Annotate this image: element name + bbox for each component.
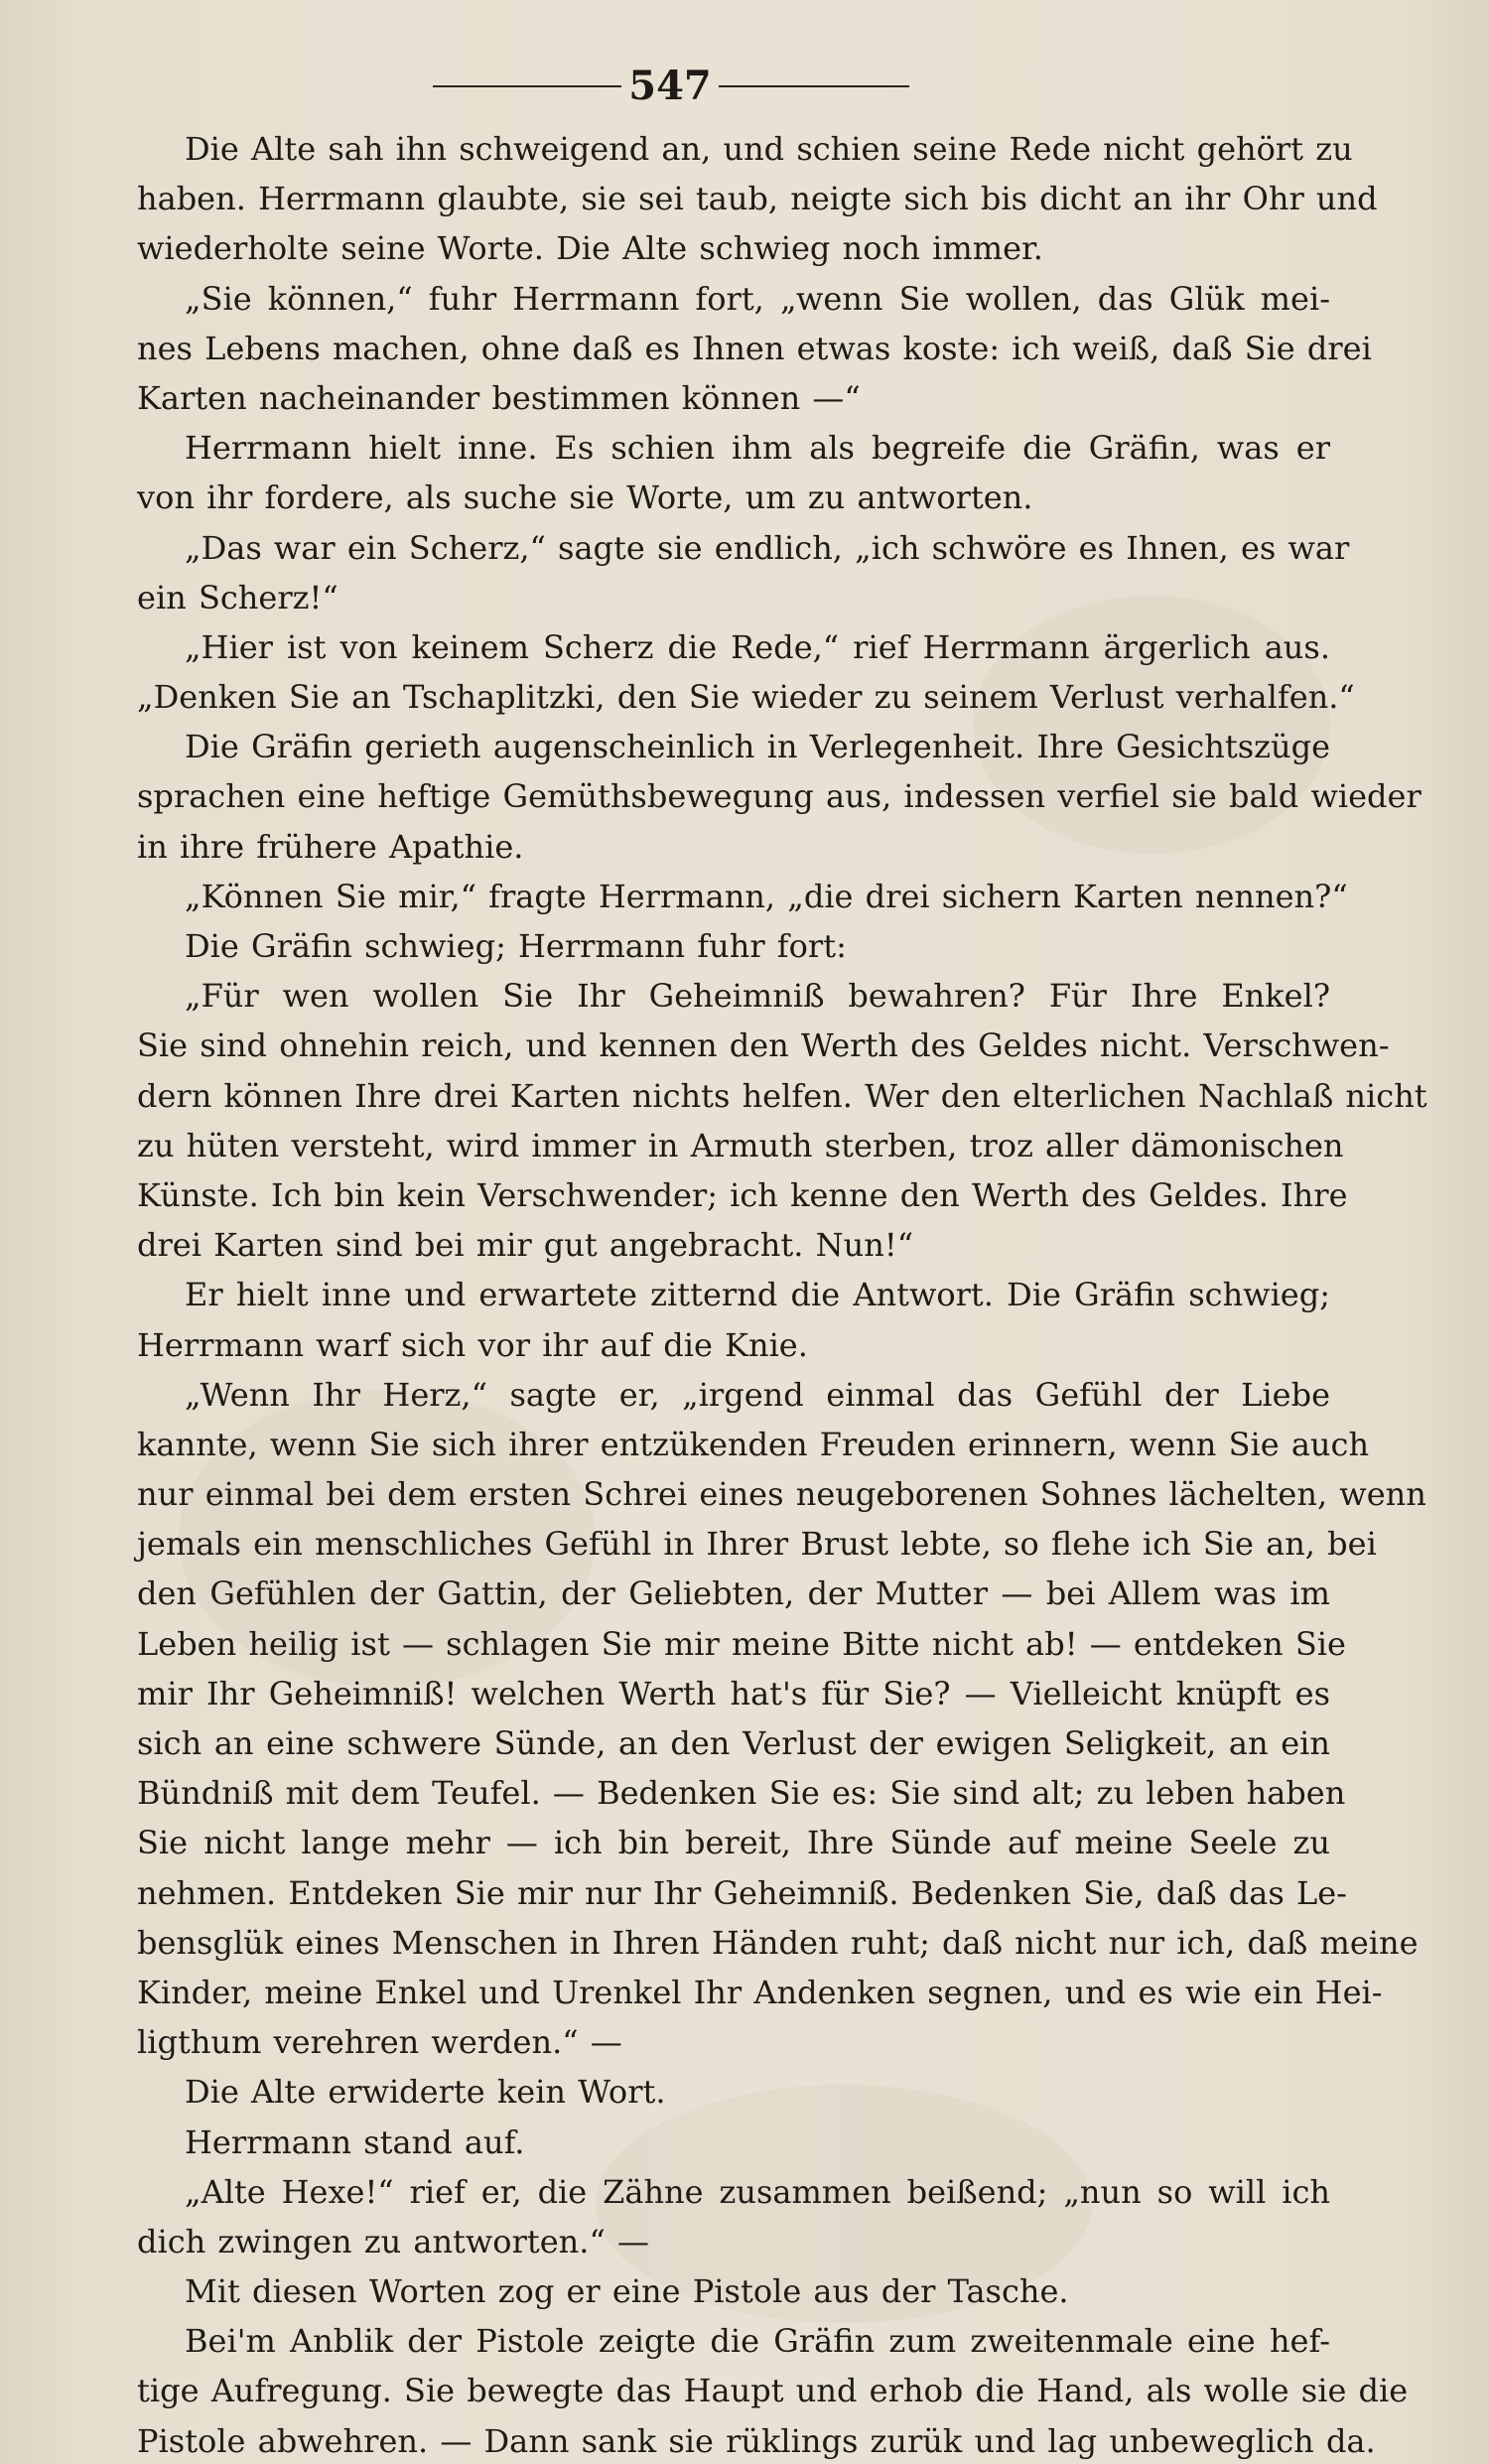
text-line: mir Ihr Geheimniß! welchen Werth hat's für Sie? — Vielleicht knüpft es (137, 1674, 1330, 1712)
text-line: Herrmann hielt inne. Es schien ihm als begreife die Gräfin, was er (185, 429, 1330, 468)
text-line: Die Gräfin schwieg; Herrmann fuhr fort: (185, 927, 847, 965)
text-line: Bündniß mit dem Teufel. — Bedenken Sie es: Sie sind alt; zu leben haben (137, 1774, 1346, 1813)
text-line: haben. Herrmann glaubte, sie sei taub, neigte sich bis dicht an ihr Ohr und (137, 180, 1378, 218)
text-line: dich zwingen zu antworten.“ — (137, 2222, 649, 2260)
text-line: Sie sind ohnehin reich, und kennen den Werth des Geldes nicht. Verschwen- (137, 1027, 1390, 1065)
text-line: nur einmal bei dem ersten Schrei eines neugeborenen Sohnes lächelten, wenn (137, 1475, 1426, 1514)
text-line: Künste. Ich bin kein Verschwender; ich kenne den Werth des Geldes. Ihre (137, 1175, 1348, 1214)
text-line: Karten nacheinander bestimmen können —“ (137, 378, 861, 417)
text-line: Kinder, meine Enkel und Urenkel Ihr Andenken segnen, und es wie ein Hei- (137, 1973, 1383, 2011)
text-line: ein Scherz!“ (137, 578, 338, 616)
text-line: jemals ein menschliches Gefühl in Ihrer Brust lebte, so flehe ich Sie an, bei (137, 1525, 1377, 1564)
text-line: von ihr fordere, als suche sie Worte, um zu antworten. (137, 479, 1033, 517)
page-number: 547 (628, 63, 712, 109)
text-line: „Das war ein Scherz,“ sagte sie endlich, „ich schwöre es Ihnen, es war (185, 528, 1350, 567)
text-line: Herrmann stand auf. (185, 2122, 525, 2161)
text-line: drei Karten sind bei mir gut angebracht. Nun!“ (137, 1226, 914, 1265)
text-line: zu hüten versteht, wird immer in Armuth sterben, troz aller dämonischen (137, 1126, 1344, 1164)
text-line: tige Aufregung. Sie bewegte das Haupt und erhob die Hand, als wolle sie die (137, 2372, 1409, 2410)
text-line: nehmen. Entdeken Sie mir nur Ihr Geheimniß. Bedenken Sie, daß das Le- (137, 1873, 1347, 1912)
header-rule-right (719, 85, 909, 87)
text-line: Leben heilig ist — schlagen Sie mir meine Bitte nicht ab! — entdeken Sie (137, 1624, 1346, 1663)
text-line: Mit diesen Worten zog er eine Pistole aus der Tasche. (185, 2272, 1069, 2311)
text-line: „Alte Hexe!“ rief er, die Zähne zusammen beißend; „nun so will ich (185, 2172, 1330, 2211)
text-line: den Gefühlen der Gattin, der Geliebten, der Mutter — bei Allem was im (137, 1574, 1330, 1613)
text-line: bensglük eines Menschen in Ihren Händen ruht; daß nicht nur ich, daß meine (137, 1923, 1419, 1962)
text-line: „Wenn Ihr Herz,“ sagte er, „irgend einmal das Gefühl der Liebe (185, 1375, 1330, 1414)
text-line: „Können Sie mir,“ fragte Herrmann, „die drei sichern Karten nennen?“ (185, 877, 1348, 915)
text-line: „Denken Sie an Tschaplitzki, den Sie wieder zu seinem Verlust verhalfen.“ (137, 678, 1355, 717)
text-line: Sie nicht lange mehr — ich bin bereit, Ihre Sünde auf meine Seele zu (137, 1824, 1330, 1862)
body-text (137, 124, 1427, 2464)
page-header (0, 62, 1489, 111)
text-line: in ihre frühere Apathie. (137, 827, 524, 866)
text-line: Herrmann warf sich vor ihr auf die Knie. (137, 1325, 808, 1364)
text-line: „Für wen wollen Sie Ihr Geheimniß bewahren? Für Ihre Enkel? (185, 977, 1330, 1016)
text-line: sprachen eine heftige Gemüthsbewegung aus, indessen verfiel sie bald wieder (137, 777, 1421, 816)
text-line: ligthum verehren werden.“ — (137, 2023, 622, 2062)
text-line: nes Lebens machen, ohne daß es Ihnen etwas koste: ich weiß, daß Sie drei (137, 329, 1372, 367)
text-line: „Hier ist von keinem Scherz die Rede,“ rief Herrmann ärgerlich aus. (185, 627, 1330, 666)
text-line: Die Gräfin gerieth augenscheinlich in Verlegenheit. Ihre Gesichtszüge (185, 728, 1330, 766)
text-line: dern können Ihre drei Karten nichts helfen. Wer den elterlichen Nachlaß nicht (137, 1076, 1427, 1115)
text-line: Die Alte erwiderte kein Wort. (185, 2073, 666, 2112)
text-line: Er hielt inne und erwartete zitternd die Antwort. Die Gräfin schwieg; (185, 1276, 1330, 1314)
header-rule-left (433, 85, 621, 87)
text-line: Die Alte sah ihn schweigend an, und schien seine Rede nicht gehört zu (185, 130, 1353, 168)
text-line: sich an eine schwere Sünde, an den Verlust der ewigen Seligkeit, an ein (137, 1724, 1330, 1762)
text-line: kannte, wenn Sie sich ihrer entzükenden Freuden erinnern, wenn Sie auch (137, 1425, 1370, 1463)
text-line: Pistole abwehren. — Dann sank sie rüklings zurük und lag unbeweglich da. (137, 2421, 1376, 2460)
text-line: Bei'm Anblik der Pistole zeigte die Gräfin zum zweitenmale eine hef- (185, 2322, 1330, 2361)
text-line: wiederholte seine Worte. Die Alte schwieg noch immer. (137, 229, 1043, 268)
text-line: „Sie können,“ fuhr Herrmann fort, „wenn Sie wollen, das Glük mei- (185, 279, 1330, 318)
